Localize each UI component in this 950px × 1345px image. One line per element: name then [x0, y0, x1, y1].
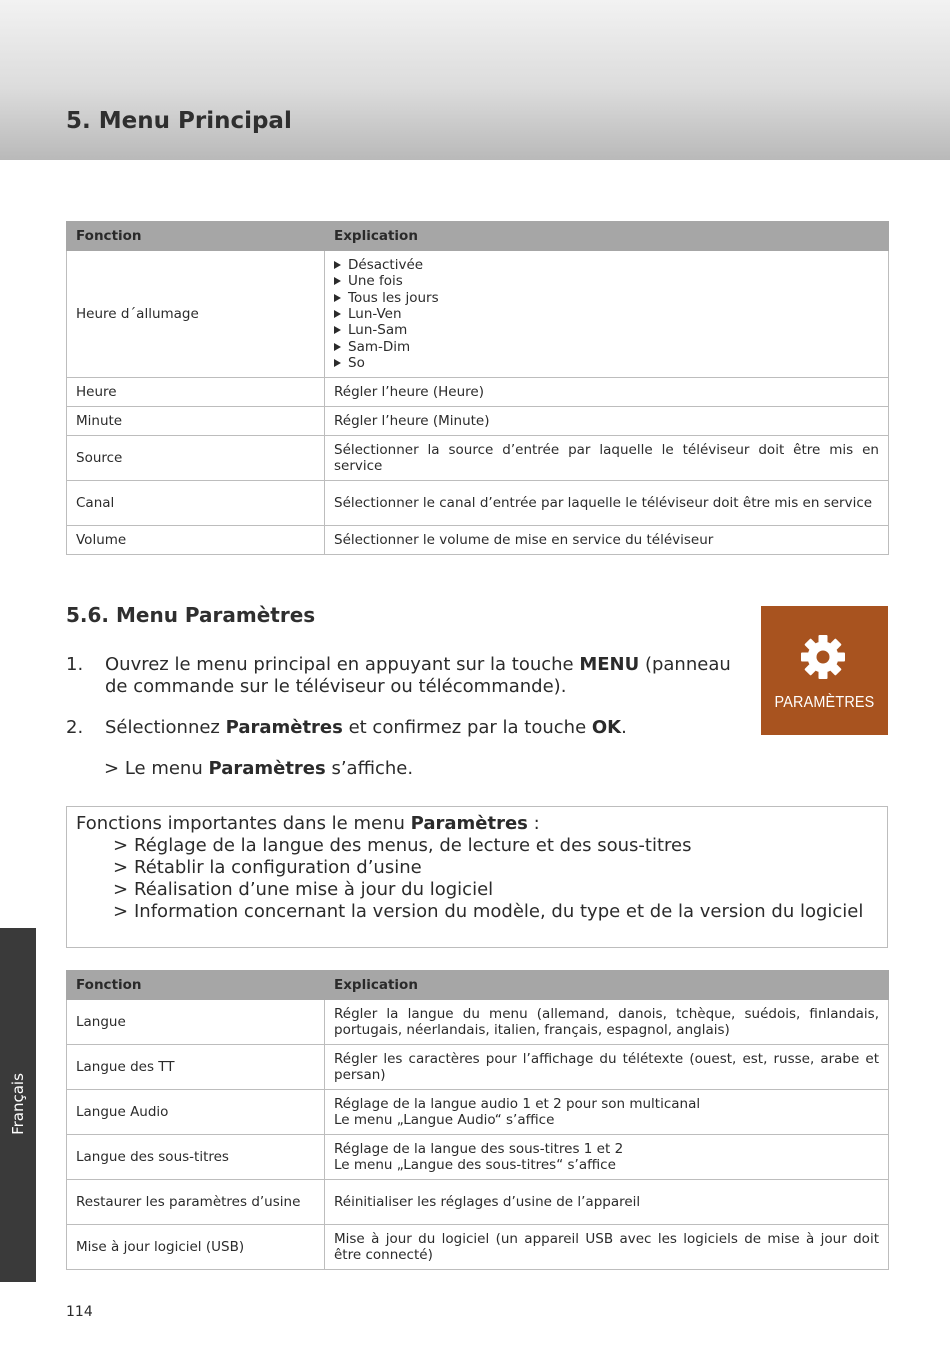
step-text-part: .: [621, 717, 627, 738]
table-row: [67, 481, 889, 526]
triangle-bullet-icon: [334, 326, 341, 334]
function-cell: Langue des TT: [67, 1045, 325, 1090]
list-item: [113, 879, 873, 901]
step-text-part: Sélectionnez: [105, 717, 226, 738]
badge-label: PARAMÈTRES: [774, 694, 875, 711]
option-label: Sam-Dim: [348, 338, 411, 355]
function-cell: Heure: [67, 378, 325, 407]
function-cell: Mise à jour logiciel (USB): [67, 1225, 325, 1270]
parametres-badge: [761, 606, 888, 735]
info-box: [66, 806, 888, 948]
option-label: Une fois: [348, 273, 403, 290]
triangle-bullet-icon: [334, 310, 341, 318]
triangle-bullet-icon: [334, 277, 341, 285]
triangle-bullet-icon: [334, 343, 341, 351]
menu-name: Paramètres: [410, 813, 528, 834]
info-list: [113, 835, 873, 923]
explanation-line: Réglage de la langue audio 1 et 2 pour son multicanal: [334, 1096, 701, 1112]
info-intro: [76, 813, 540, 835]
table-row: [67, 1090, 889, 1135]
function-cell: Canal: [67, 481, 325, 526]
function-cell: Volume: [67, 526, 325, 555]
result-marker: >: [104, 758, 120, 779]
list-marker: >: [113, 901, 129, 922]
function-cell: Source: [67, 436, 325, 481]
column-header-function: Fonction: [67, 222, 325, 251]
explanation-cell: [325, 1135, 889, 1180]
explanation-cell: Régler la langue du menu (allemand, danois, tchèque, suédois, finlandais, portugais, néerlandais, italien, français, espagnol, anglais): [325, 1000, 889, 1045]
option-label: Lun-Sam: [348, 322, 408, 339]
section-title: 5.6. Menu Paramètres: [66, 603, 316, 627]
explanation-line: Le menu „Langue des sous-titres“ s’affice: [334, 1157, 616, 1173]
table-header-row: [67, 222, 889, 251]
page-header: [0, 0, 950, 160]
page-number: 114: [66, 1304, 93, 1320]
option-label: Désactivée: [348, 257, 424, 274]
function-cell: Heure d´allumage: [67, 251, 325, 378]
column-header-explanation: Explication: [325, 971, 889, 1000]
step-text-part: et confirmez par la touche: [342, 717, 592, 738]
table-row: [67, 1180, 889, 1225]
explanation-line: Le menu „Langue Audio“ s’affice: [334, 1112, 555, 1128]
gear-icon: [800, 634, 846, 680]
list-item: [334, 257, 879, 273]
function-table-2: [66, 970, 889, 1270]
step-result: [104, 758, 413, 780]
list-item-text: Réglage de la langue des menus, de lecture et des sous-titres: [134, 835, 692, 856]
menu-name: Paramètres: [208, 758, 326, 779]
explanation-cell: Sélectionner la source d’entrée par laquelle le téléviseur doit être mis en service: [325, 436, 889, 481]
table-row: [67, 526, 889, 555]
step-text: [105, 654, 755, 698]
explanation-cell: Sélectionner le volume de mise en service du téléviseur: [325, 526, 889, 555]
option-label: Lun-Ven: [348, 305, 402, 322]
result-text-part: Le menu: [119, 758, 209, 779]
table-row: [67, 1135, 889, 1180]
explanation-cell: Réinitialiser les réglages d’usine de l’appareil: [325, 1180, 889, 1225]
list-item: [113, 835, 873, 857]
table-row: [67, 1045, 889, 1090]
function-cell: Minute: [67, 407, 325, 436]
key-name: MENU: [579, 654, 640, 675]
step-text-part: (panneau de commande sur le téléviseur ou télécommande).: [105, 654, 731, 697]
list-item: [334, 290, 879, 306]
intro-text-part: Fonctions importantes dans le menu: [76, 813, 411, 834]
table-row: [67, 251, 889, 378]
list-item: [113, 857, 873, 879]
list-item: [334, 338, 879, 354]
list-item-text: Rétablir la configuration d’usine: [134, 857, 422, 878]
triangle-bullet-icon: [334, 294, 341, 302]
step-text: [105, 717, 755, 739]
function-cell: Langue: [67, 1000, 325, 1045]
function-cell: Langue des sous-titres: [67, 1135, 325, 1180]
menu-name: Paramètres: [225, 717, 343, 738]
column-header-explanation: Explication: [325, 222, 889, 251]
list-marker: >: [113, 857, 129, 878]
language-tab-label: Français: [9, 1073, 27, 1135]
list-marker: >: [113, 835, 129, 856]
list-item: [334, 322, 879, 338]
intro-text-part: :: [527, 813, 540, 834]
step-text-part: Ouvrez le menu principal en appuyant sur la touche: [105, 654, 580, 675]
table-row: [67, 407, 889, 436]
explanation-cell: [325, 1090, 889, 1135]
list-item: [334, 355, 879, 371]
list-item: [334, 306, 879, 322]
step-number: 2.: [66, 717, 84, 738]
list-item: [113, 901, 873, 923]
explanation-line: Réglage de la langue des sous-titres 1 et 2: [334, 1141, 624, 1157]
function-table-1: [66, 221, 889, 555]
table-header-row: [67, 971, 889, 1000]
step-number: 1.: [66, 654, 84, 675]
triangle-bullet-icon: [334, 261, 341, 269]
list-marker: >: [113, 879, 129, 900]
table-row: [67, 1000, 889, 1045]
option-list: [334, 257, 879, 371]
list-item: [334, 273, 879, 289]
function-cell: Langue Audio: [67, 1090, 325, 1135]
explanation-cell: Régler les caractères pour l’affichage du télétexte (ouest, est, russe, arabe et persan): [325, 1045, 889, 1090]
list-item-text: Réalisation d’une mise à jour du logiciel: [134, 879, 494, 900]
option-label: Tous les jours: [348, 289, 439, 306]
table-row: [67, 378, 889, 407]
options-cell: [325, 251, 889, 378]
explanation-cell: Mise à jour du logiciel (un appareil USB avec les logiciels de mise à jour doit être connecté): [325, 1225, 889, 1270]
list-item-text: Information concernant la version du modèle, du type et de la version du logiciel: [134, 901, 864, 922]
option-label: So: [348, 354, 365, 371]
column-header-function: Fonction: [67, 971, 325, 1000]
function-cell: Restaurer les paramètres d’usine: [67, 1180, 325, 1225]
result-text-part: s’affiche.: [325, 758, 414, 779]
explanation-cell: Régler l’heure (Heure): [325, 378, 889, 407]
key-name: OK: [591, 717, 622, 738]
explanation-cell: Sélectionner le canal d’entrée par laquelle le téléviseur doit être mis en service: [325, 481, 889, 526]
table-row: [67, 436, 889, 481]
table-row: [67, 1225, 889, 1270]
page-title: 5. Menu Principal: [66, 108, 292, 134]
explanation-cell: Régler l’heure (Minute): [325, 407, 889, 436]
triangle-bullet-icon: [334, 359, 341, 367]
